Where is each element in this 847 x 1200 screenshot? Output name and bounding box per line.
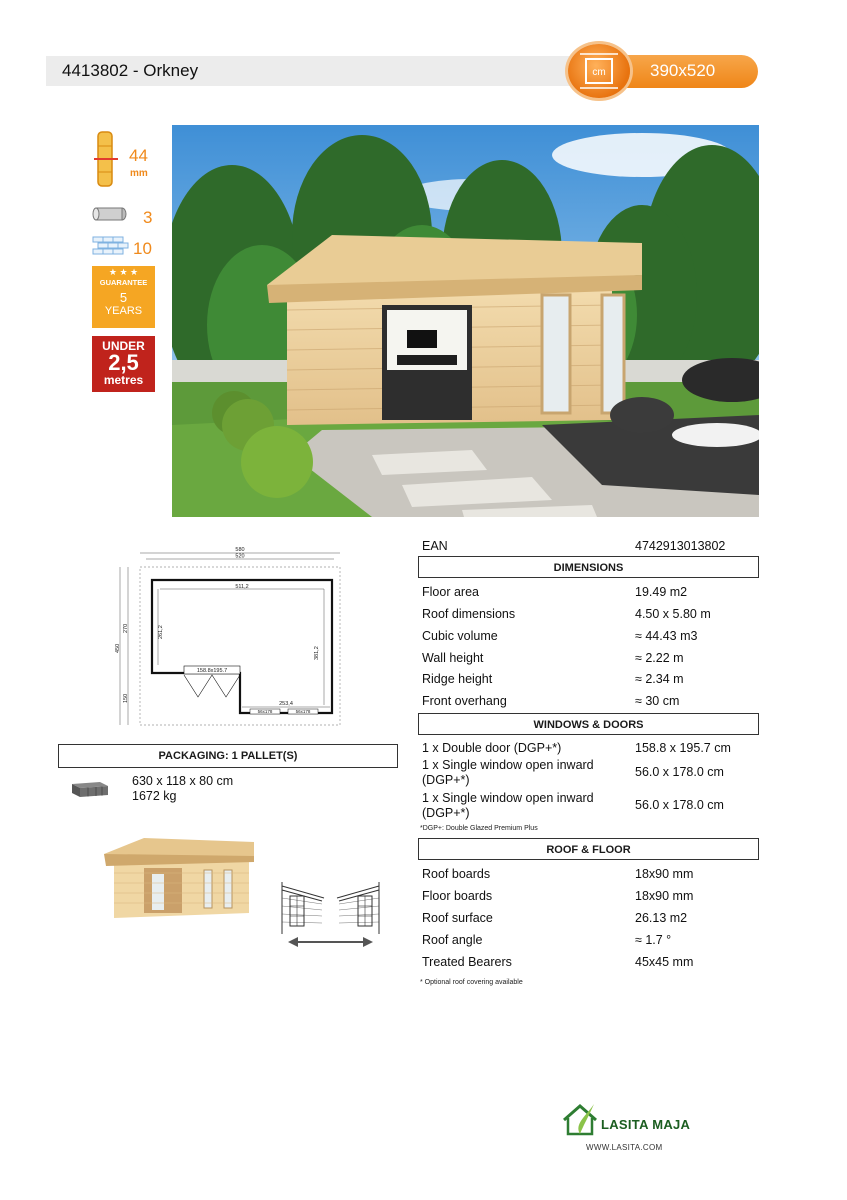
- wall-thickness-value: 44: [129, 146, 148, 165]
- window-value: 56.0 x 178.0 cm: [635, 765, 724, 779]
- packaging-heading: PACKAGING: 1 PALLET(S): [58, 744, 398, 768]
- window-row: [418, 758, 759, 790]
- hero-photo: [172, 125, 759, 517]
- door-swing-diagram: [278, 868, 383, 955]
- window-label: 1 x Single window open inward: [422, 758, 594, 772]
- window-label-cont: (DGP+*): [422, 806, 470, 820]
- spec-label: Wall height: [422, 651, 484, 665]
- wall-thickness-icon: [92, 128, 120, 195]
- spec-label: Roof dimensions: [422, 607, 516, 621]
- dim-roof-width: 520: [235, 553, 245, 560]
- roof-label: Floor boards: [422, 889, 493, 903]
- dim-window-2: 56x178: [295, 709, 311, 714]
- spec-value: 19.49 m2: [635, 585, 688, 599]
- dim-inner-depth-right: 381,2: [314, 646, 320, 660]
- spec-value: ≈ 30 cm: [635, 694, 680, 708]
- spec-label: Cubic volume: [422, 629, 498, 643]
- spec-value: ≈ 2.22 m: [635, 651, 684, 665]
- packaging-dimensions: 630 x 118 x 80 cm: [132, 774, 234, 788]
- window-value: 56.0 x 178.0 cm: [635, 798, 724, 812]
- roof-label: Treated Bearers: [422, 955, 512, 969]
- ean-value: 4742913013802: [635, 539, 726, 553]
- spec-label: Ridge height: [422, 672, 493, 686]
- spec-value: ≈ 44.43 m3: [635, 629, 698, 643]
- window-label-cont: (DGP+*): [422, 773, 470, 787]
- dim-left-section: 270: [123, 623, 129, 633]
- roof-value: 18x90 mm: [635, 867, 694, 881]
- spec-value: 4.50 x 5.80 m: [635, 607, 711, 621]
- windows-doors-heading: WINDOWS & DOORS: [418, 713, 759, 735]
- spec-value: ≈ 2.34 m: [635, 672, 684, 686]
- roof-note: * Optional roof covering available: [420, 979, 523, 986]
- brand-name: LASITA MAJA: [601, 1117, 691, 1132]
- guarantee-years: 5: [119, 290, 128, 305]
- shingles-icon: [92, 235, 132, 262]
- product-title: 4413802 - Orkney: [62, 61, 199, 80]
- window-value: 158.8 x 195.7 cm: [635, 741, 731, 755]
- window-label: 1 x Double door (DGP+*): [422, 741, 562, 755]
- dim-bottom: 253,4: [279, 701, 293, 707]
- dim-door: 158.8x195.7: [196, 668, 228, 674]
- shingles-count: 10: [133, 239, 152, 258]
- dimensions-heading: DIMENSIONS: [418, 556, 759, 578]
- lasita-logo-icon: [560, 1098, 602, 1143]
- floor-plan: [110, 545, 345, 735]
- height-badge-value: 2,5: [108, 350, 139, 375]
- size-value: 390x520: [650, 61, 716, 80]
- double-arrow-icon: [288, 937, 373, 947]
- height-badge: [92, 336, 155, 392]
- roof-value: 45x45 mm: [635, 955, 694, 969]
- roof-label: Roof surface: [422, 911, 493, 925]
- roof-roll-count: 3: [143, 208, 153, 227]
- dim-window-1: 56x178: [257, 709, 273, 714]
- guarantee-unit: YEARS: [104, 305, 143, 317]
- height-badge-unit: metres: [103, 373, 144, 387]
- roof-value: 26.13 m2: [635, 911, 688, 925]
- dim-outer-width: 580: [235, 547, 245, 553]
- roof-value: 18x90 mm: [635, 889, 694, 903]
- window-row: [418, 791, 759, 823]
- dim-left-depth: 450: [115, 643, 121, 653]
- dgp-note: *DGP+: Double Glazed Premium Plus: [420, 825, 538, 832]
- spec-label: Floor area: [422, 585, 479, 599]
- roof-label: Roof angle: [422, 933, 483, 947]
- ean-label: EAN: [422, 539, 448, 553]
- window-label: 1 x Single window open inward: [422, 791, 594, 805]
- packaging-weight: 1672 kg: [132, 789, 177, 803]
- website-link[interactable]: WWW.LASITA.COM: [586, 1143, 663, 1152]
- roof-roll-icon: [92, 205, 128, 228]
- height-badge-line1: UNDER: [102, 339, 145, 353]
- roof-value: ≈ 1.7 °: [635, 933, 672, 947]
- roof-label: Roof boards: [422, 867, 491, 881]
- guarantee-stars-icon: ★ ★ ★: [108, 267, 139, 277]
- roof-floor-heading: ROOF & FLOOR: [418, 838, 759, 860]
- guarantee-label: GUARANTEE: [99, 278, 148, 287]
- dim-inner-width: 511,2: [235, 584, 249, 590]
- dim-inner-depth-left: 261,2: [158, 625, 164, 639]
- cm-label: cm: [592, 67, 606, 78]
- pallet-icon: [70, 778, 110, 803]
- cabin-render: [84, 818, 259, 933]
- spec-label: Front overhang: [422, 694, 507, 708]
- wall-thickness-unit: mm: [130, 168, 148, 179]
- cm-measure-icon: [568, 44, 630, 98]
- dim-left-bottom: 150: [123, 693, 129, 703]
- guarantee-badge: [92, 266, 155, 328]
